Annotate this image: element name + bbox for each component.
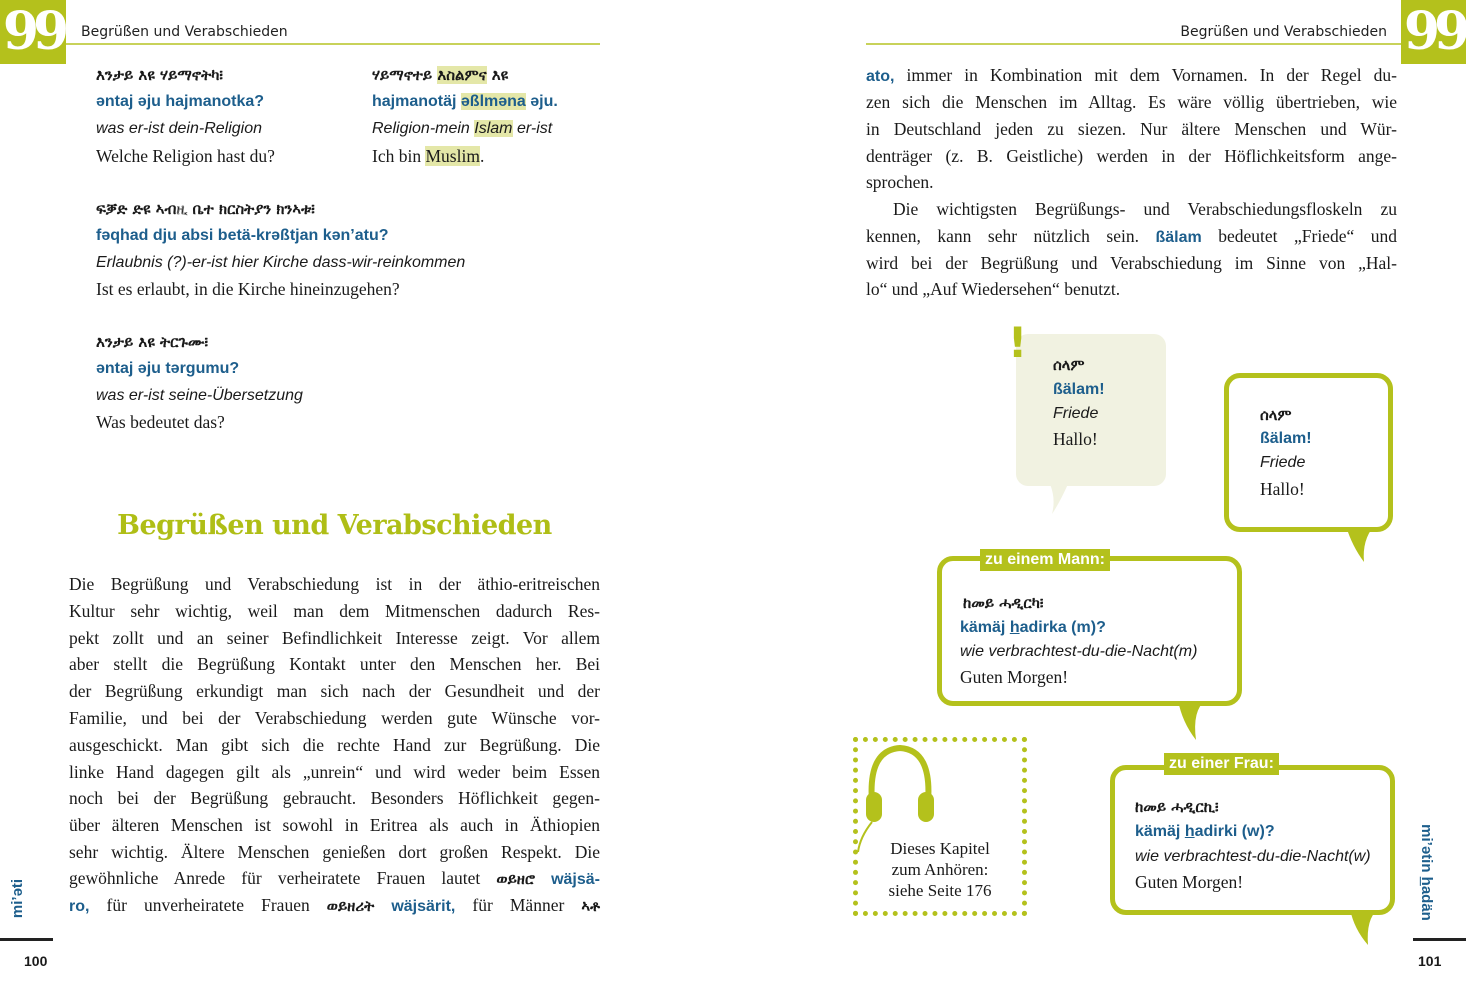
running-head-right: Begrüßen und Verabschieden	[1180, 24, 1387, 40]
reply-bubble	[1224, 373, 1393, 532]
paragraph-line: Familie, und bei der Verabschiedung werden gute Wünsche vor-	[69, 708, 600, 728]
gloss: wie verbrachtest-du-die-Nacht(w)	[1135, 848, 1371, 865]
transliteration: hajmanotäj əßlmәna əju.	[372, 93, 558, 110]
paragraph-line: ato, immer in Kombination mit dem Vornamen. In der Regel du-	[866, 65, 1397, 85]
section-heading: Begrüßen und Verabschieden	[117, 510, 552, 541]
geez-phrase: እንታይ እዩ ሃይማኖትካ፧	[96, 66, 223, 84]
paragraph-line: wird bei der Begrüßung und Verabschiedung im Sinne von „Hal-	[866, 253, 1397, 273]
paragraph-line: Kultur sehr wichtig, weil man dem Mitmenschen dadurch Res-	[69, 600, 600, 621]
header-rule	[866, 43, 1401, 45]
geez-phrase: ሃይማኖተይ እስልምና እዩ	[372, 66, 509, 84]
header-rule	[66, 43, 600, 45]
audio-note[interactable]	[858, 838, 1022, 901]
gloss: was er-ist seine-Übersetzung	[96, 387, 303, 404]
gloss: wie verbrachtest-du-die-Nacht(m)	[960, 643, 1198, 660]
paragraph-line: pekt zollt und an seiner Befindlichkeit Interesse zeigt. Vor allem	[69, 627, 600, 648]
running-head-left: Begrüßen und Verabschieden	[81, 24, 288, 40]
bubble-tail	[1172, 700, 1212, 744]
gloss: Religion-mein Islam er-ist	[372, 120, 553, 137]
transliteration: ßälam!	[1053, 381, 1105, 398]
translation: Ich bin Muslim.	[372, 146, 485, 166]
quote-icon: 99	[0, 0, 66, 64]
paragraph-line: kennen, kann sehr nützlich sein. ßälam bedeutet „Friede“ und	[866, 226, 1397, 246]
geez-phrase: ሰላም	[1053, 356, 1085, 374]
audio-note-line: Dieses Kapitel	[890, 839, 990, 858]
page-number: 100	[24, 953, 48, 969]
translation: Ist es erlaubt, in die Kirche hineinzugehen?	[96, 279, 400, 299]
paragraph-line: ausgeschickt. Man gibt sich die rechte Hand zur Begrüßung. Die	[69, 734, 600, 755]
translation: Guten Morgen!	[960, 667, 1069, 687]
bubble-tail	[1340, 526, 1380, 566]
transliteration: əntaj əju tərgumu?	[96, 360, 240, 377]
page-rule	[1413, 938, 1466, 941]
paragraph-line: sprochen.	[866, 172, 934, 192]
translation: Hallo!	[1053, 429, 1098, 449]
man-box-label: zu einem Mann:	[980, 549, 1110, 571]
geez-phrase: ከመይ ሓዲርካ፧	[963, 594, 1044, 612]
paragraph-line: über älteren Menschen ist sowohl in Eritrea als auch in Äthiopien	[69, 815, 600, 836]
translation: Hallo!	[1260, 479, 1305, 499]
audio-note-line: siehe Seite 176	[888, 881, 992, 900]
geez-phrase: ሰላም	[1260, 406, 1292, 424]
transliteration: ßälam!	[1260, 430, 1312, 447]
paragraph-line: sehr wichtig. Ältere Menschen genießen dort großen Respekt. Die	[69, 842, 600, 862]
paragraph-line: aber stellt die Begrüßung Kontakt unter den Menschen her. Bei	[69, 654, 600, 675]
geez-phrase: ከመይ ሓዲርኪ፧	[1135, 798, 1219, 816]
transliteration: fəqhad dju absi betä-krəßtjan kən’atu?	[96, 227, 389, 244]
gloss: Friede	[1260, 454, 1306, 471]
paragraph-line: denträger (z. B. Geistliche) werden in der Höflichkeitsform ange-	[866, 146, 1397, 166]
paragraph-line: zen sich die Menschen im Alltag. Es wäre völlig übertrieben, wie	[866, 92, 1397, 112]
page-number: 101	[1418, 953, 1442, 969]
page-rule	[0, 938, 53, 941]
paragraph-line: in Deutschland jeden zu siezen. Nur ältere Menschen und Wür-	[866, 119, 1397, 139]
paragraph-line: lo“ und „Auf Wiedersehen“ benutzt.	[866, 279, 1121, 299]
paragraph-line: noch bei der Begrüßung gebraucht. Besonders Höflichkeit gegen-	[69, 788, 600, 809]
gloss: was er-ist dein-Religion	[96, 120, 262, 137]
transliteration: əntaj əju hajmanotka?	[96, 93, 265, 110]
side-tab-label: mi’ətin hadän	[1417, 824, 1435, 921]
paragraph-line: gewöhnliche Anrede für verheiratete Frauen lautet ወይዘሮ wäjsä-	[69, 868, 600, 888]
geez-phrase: ፍቓድ ድዩ ኣብዚ ቤተ ክርስትያን ክንኣቱ፧	[96, 200, 315, 218]
tip-bubble-shape	[1016, 334, 1168, 516]
paragraph-line: Die wichtigsten Begrüßungs- und Verabschiedungsfloskeln zu	[893, 199, 1397, 219]
side-tab-label: mi’əti	[9, 878, 27, 919]
translation: Was bedeutet das?	[96, 412, 225, 432]
gloss: Friede	[1053, 405, 1099, 422]
paragraph-line: Die Begrüßung und Verabschiedung ist in der äthio-eritreischen	[69, 574, 600, 594]
woman-box-label: zu einer Frau:	[1164, 753, 1279, 775]
translation: Welche Religion hast du?	[96, 146, 275, 166]
quote-icon: 99	[1401, 0, 1466, 64]
audio-note-line: zum Anhören:	[891, 860, 989, 879]
transliteration: kämäj hadirka (m)?	[960, 619, 1106, 636]
paragraph-line: der Begrüßung erkundigt man sich nach der Gesundheit und der	[69, 681, 600, 702]
exclamation-icon: !	[1008, 318, 1028, 367]
geez-phrase: እንታይ እዩ ትርጉሙ፧	[96, 333, 208, 351]
gloss: Erlaubnis (?)-er-ist hier Kirche dass-wir-reinkommen	[96, 254, 466, 271]
transliteration: kämäj hadirki (w)?	[1135, 823, 1275, 840]
paragraph-line: ro, für unverheiratete Frauen ወይዘሪት wäjsärit, für Männer ኣቶ	[69, 895, 600, 915]
paragraph-line: linke Hand dagegen gilt als „unrein“ und wird weder beim Essen	[69, 761, 600, 782]
translation: Guten Morgen!	[1135, 872, 1244, 892]
bubble-tail	[1344, 909, 1384, 949]
